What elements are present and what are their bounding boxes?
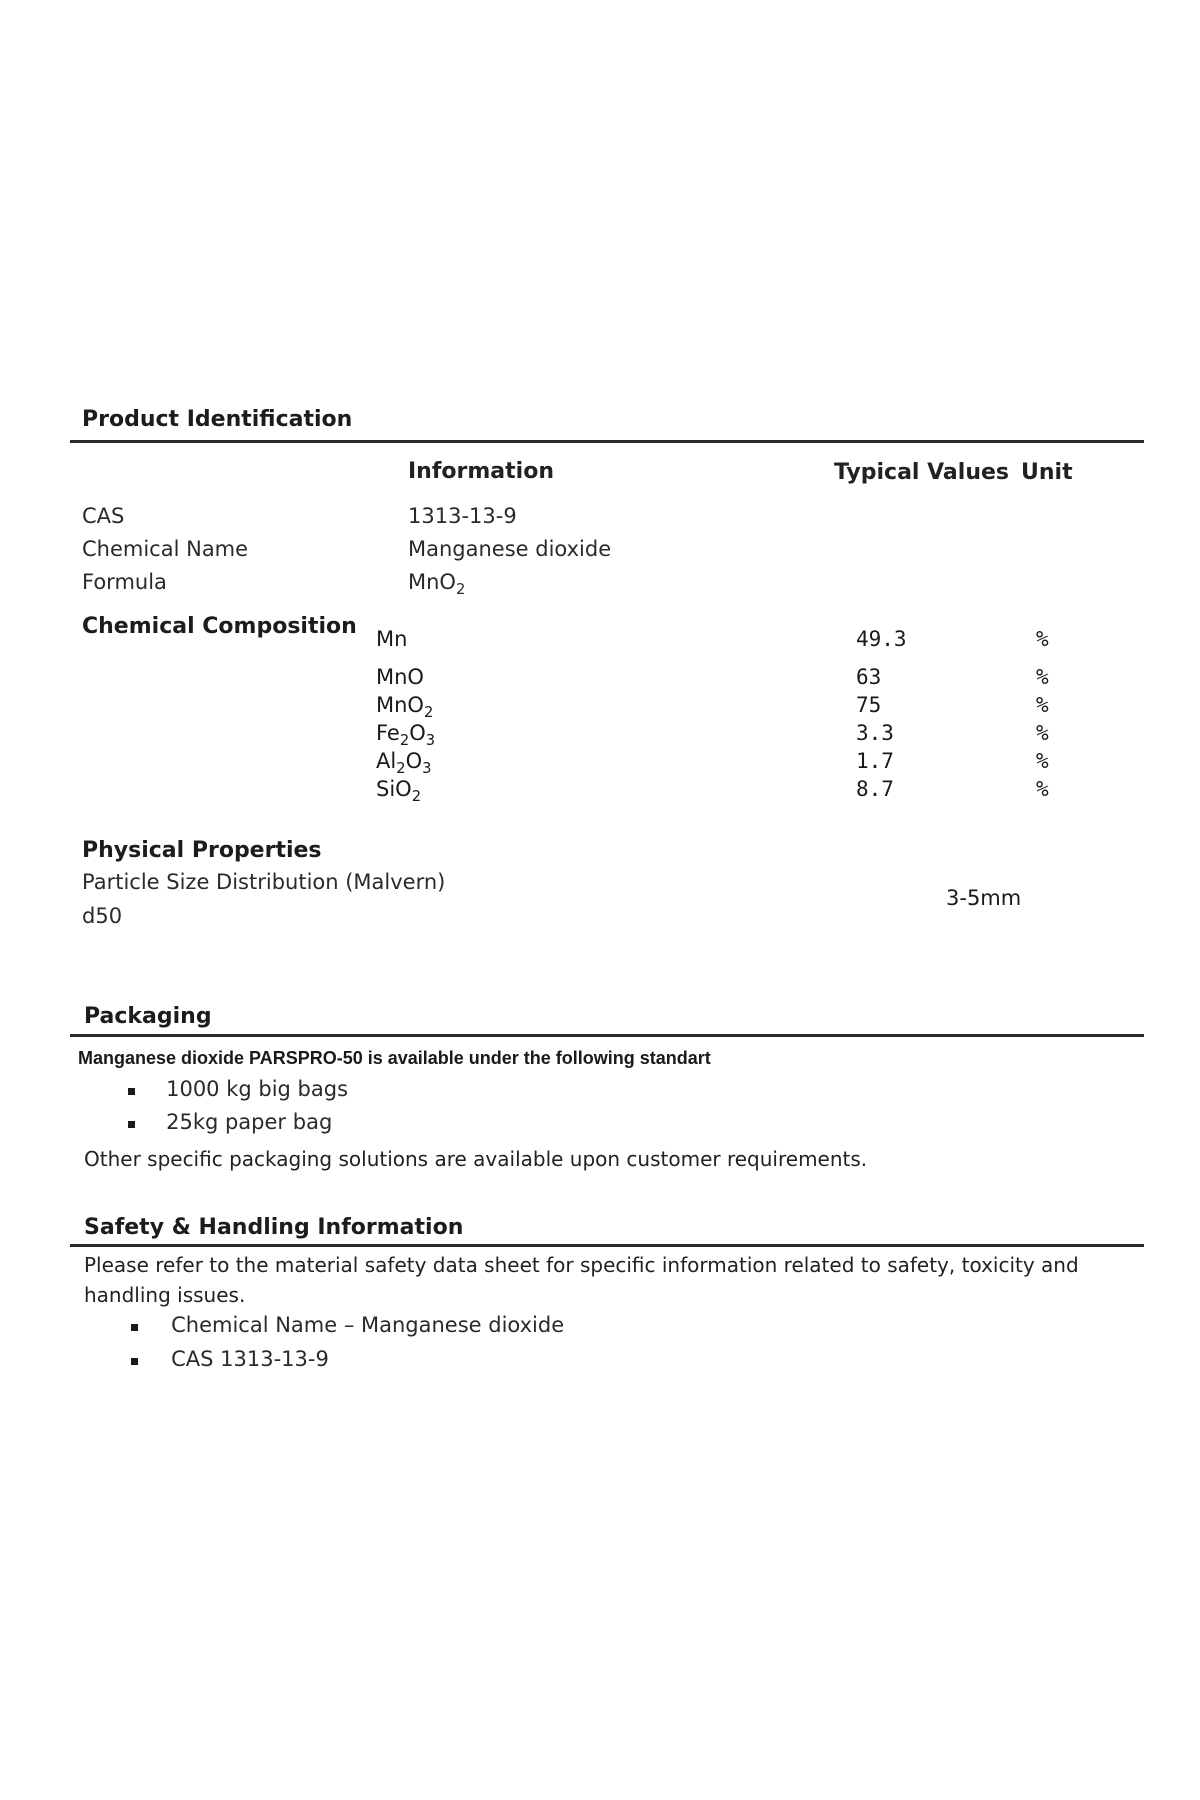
product-identification-title: Product Identification: [82, 407, 353, 432]
composition-component: Mn: [376, 627, 408, 651]
composition-value: 63: [856, 665, 882, 689]
composition-value: 75: [856, 693, 882, 717]
physical-properties-title: Physical Properties: [82, 838, 322, 863]
composition-unit: %: [1036, 777, 1049, 801]
bullet-icon: [128, 1121, 135, 1128]
formula-value: MnO$_2$: [408, 570, 466, 599]
safety-bullet-1: Chemical Name – Manganese dioxide: [131, 1313, 564, 1337]
composition-component: $Al_2O_3$: [376, 749, 432, 778]
composition-value: 8.7: [856, 777, 894, 801]
particle-size-label: Particle Size Distribution (Malvern): [82, 870, 446, 894]
packaging-bullet-1: 1000 kg big bags: [128, 1077, 348, 1101]
composition-unit: %: [1036, 627, 1049, 651]
composition-value: 3.3: [856, 721, 894, 745]
packaging-note: Other specific packaging solutions are available upon customer requirements.: [84, 1147, 868, 1171]
product-identification-rule: [70, 440, 1144, 443]
composition-component: $Fe_2O_3$: [376, 721, 436, 750]
composition-unit: %: [1036, 749, 1049, 773]
composition-value: 49.3: [856, 627, 907, 651]
cas-label: CAS: [82, 504, 125, 528]
chemical-composition-title: Chemical Composition: [82, 614, 357, 639]
column-header-information: Information: [408, 459, 554, 484]
packaging-bullet-2: 25kg paper bag: [128, 1110, 332, 1134]
composition-unit: %: [1036, 721, 1049, 745]
d50-label: d50: [82, 904, 123, 928]
safety-rule: [70, 1244, 1144, 1247]
chemical-name-value: Manganese dioxide: [408, 537, 612, 561]
column-header-typical-values: Typical Values: [834, 460, 1010, 485]
composition-unit: %: [1036, 665, 1049, 689]
particle-size-value: 3-5mm: [946, 886, 1022, 910]
formula-label: Formula: [82, 570, 167, 594]
packaging-title: Packaging: [84, 1004, 212, 1029]
bullet-icon: [128, 1088, 135, 1095]
composition-component: MnO: [376, 665, 424, 689]
bullet-icon: [131, 1358, 138, 1365]
composition-unit: %: [1036, 693, 1049, 717]
chemical-name-label: Chemical Name: [82, 537, 249, 561]
composition-component: SiO$_2$: [376, 777, 422, 806]
safety-bullet-2: CAS 1313-13-9: [131, 1347, 329, 1371]
bullet-icon: [131, 1324, 138, 1331]
composition-value: 1.7: [856, 749, 894, 773]
safety-text: Please refer to the material safety data sheet for specific information related to safety, toxicity and handling issues.: [84, 1253, 1079, 1307]
cas-value: 1313-13-9: [408, 504, 517, 528]
composition-component: MnO$_2$: [376, 693, 434, 722]
packaging-rule: [70, 1034, 1144, 1037]
column-header-unit: Unit: [1021, 460, 1073, 485]
safety-title: Safety & Handling Information: [84, 1215, 464, 1240]
packaging-intro: Manganese dioxide PARSPRO-50 is available under the following standart: [78, 1048, 711, 1068]
